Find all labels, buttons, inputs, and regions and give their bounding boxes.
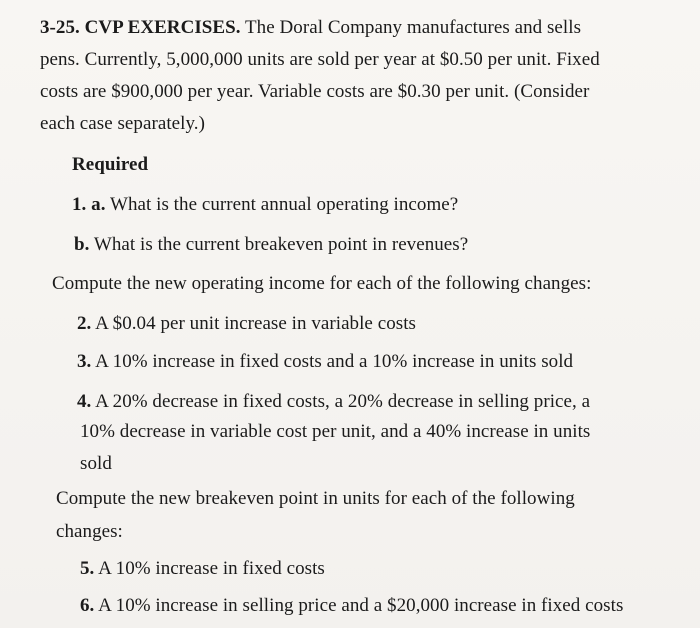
question-4-line-3: sold	[80, 453, 112, 474]
question-2-number: 2.	[77, 313, 92, 334]
problem-heading: CVP EXERCISES.	[84, 17, 241, 38]
question-4-line-1	[77, 390, 590, 414]
question-4-text-1: A 20% decrease in fixed costs, a 20% decrease in selling price, a	[95, 391, 591, 412]
problem-text-line-1: The Doral Company manufactures and sells	[245, 17, 582, 38]
breakeven-section-intro-line-2: changes:	[56, 521, 123, 542]
question-2-text: A $0.04 per unit increase in variable costs	[95, 313, 416, 334]
problem-number: 3-25.	[40, 17, 80, 38]
question-3-text: A 10% increase in fixed costs and a 10% increase in units sold	[95, 351, 574, 372]
question-4-line-2: 10% decrease in variable cost per unit, and a 40% increase in units	[80, 421, 591, 442]
question-5-text: A 10% increase in fixed costs	[98, 558, 325, 579]
question-6	[80, 594, 623, 618]
question-4-number: 4.	[77, 391, 92, 412]
required-label: Required	[72, 154, 149, 175]
question-5-number: 5.	[80, 558, 95, 579]
problem-text-line-4: each case separately.)	[40, 113, 205, 134]
question-1b-text: What is the current breakeven point in revenues?	[93, 234, 469, 255]
question-1b	[74, 233, 468, 257]
question-1a	[72, 193, 458, 217]
question-1a-number: 1. a.	[72, 194, 106, 215]
question-3-number: 3.	[77, 351, 92, 372]
problem-text-line-2: pens. Currently, 5,000,000 units are sold per year at $0.50 per unit. Fixed	[40, 49, 600, 70]
question-5	[80, 557, 325, 581]
question-6-number: 6.	[80, 595, 95, 616]
question-1a-text: What is the current annual operating income?	[109, 194, 459, 215]
breakeven-section-intro-line-1: Compute the new breakeven point in units for each of the following	[56, 488, 575, 509]
income-section-intro: Compute the new operating income for each of the following changes:	[52, 273, 592, 294]
question-1b-number: b.	[74, 234, 90, 255]
problem-text-line-3: costs are $900,000 per year. Variable costs are $0.30 per unit. (Consider	[40, 81, 590, 102]
question-2	[77, 312, 416, 336]
problem-header-line	[40, 16, 581, 40]
question-3	[77, 350, 573, 374]
question-6-text: A 10% increase in selling price and a $20,000 increase in fixed costs	[98, 595, 624, 616]
